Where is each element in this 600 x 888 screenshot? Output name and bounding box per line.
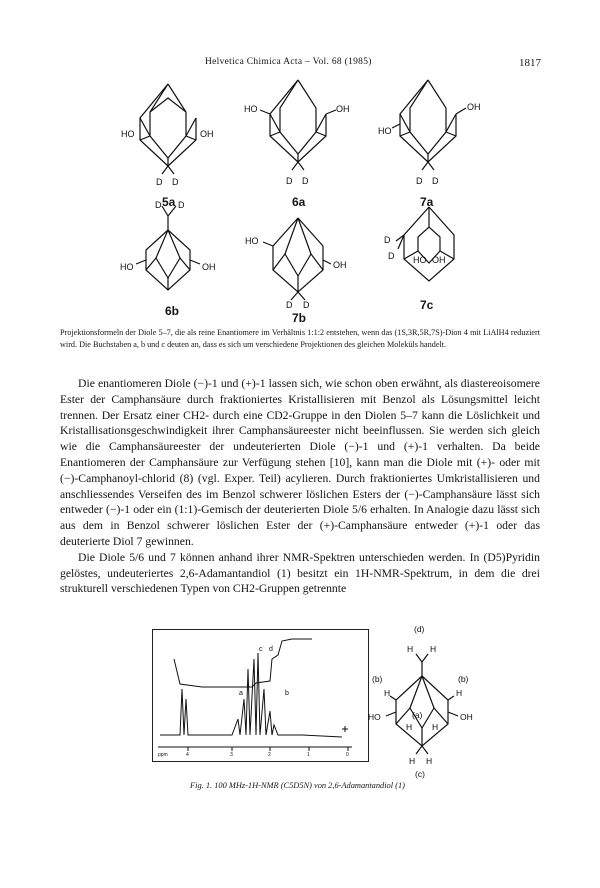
structure-7b (243, 216, 353, 308)
deuterium-2: D (388, 251, 395, 261)
deuterium-1: D (155, 200, 162, 210)
h-top-right: H (430, 644, 437, 654)
figure-caption-structures: Projektionsformeln der Diole 5–7, die als reine Enantiomere im Verhältnis 1:1:2 entstehen, wenn das (1S,3R,5R,7S)-Dion 4 mit LiAlH4 reduziert wird. Die Buchstaben a, b und c deuten an, dass es sich um verschiedene Projektionen des gleichen Moleküls handelt. (60, 328, 540, 349)
deuterium-2: D (303, 300, 310, 310)
deuterium-1: D (286, 300, 293, 310)
deuterium-1: D (384, 235, 391, 245)
deuterium-2: D (178, 200, 185, 210)
substituent-right: OH (336, 104, 350, 114)
deuterium-2: D (432, 176, 439, 186)
substituent-left: HO (244, 104, 258, 114)
substituent-right: OH (467, 102, 481, 112)
spectrum-trace (160, 653, 342, 737)
substituent-left: HO (121, 129, 135, 139)
h-left: H (384, 688, 391, 698)
h-bottom-right: H (426, 756, 433, 766)
integral-trace (174, 639, 312, 687)
structure-7a (378, 78, 481, 188)
tick-1: 1 (307, 752, 310, 758)
figure-1-caption: Fig. 1. 100 MHz-1H-NMR (C5D5N) von 2,6-Adamantandiol (1) (190, 781, 405, 790)
hydroxyl-1: HO (413, 255, 427, 265)
nmr-spectrum (152, 629, 367, 774)
h-inner-right: H (432, 722, 439, 732)
label-b-right: (b) (458, 674, 469, 684)
deuterium-2: D (172, 177, 179, 187)
hydroxyl-2: OH (432, 255, 446, 265)
label-5a: 5a (162, 195, 176, 209)
journal-title: Helvetica Chimica Acta – Vol. 68 (1985) (205, 57, 372, 67)
structure-6b (118, 200, 228, 300)
h-right: H (456, 688, 463, 698)
deuterium-1: D (416, 176, 423, 186)
paragraph-2: Die Diole 5/6 und 7 können anhand ihrer NMR-Spektren unterschieden werden. In (D5)Pyridin gelöstes, undeuteriertes 2,6-Adamantandiol (1) besitzt ein 1H-NMR-Spektrum, in dem die drei strukturell verschiedenen Typen von CH2-Gruppen getrennte (60, 550, 540, 596)
label-7b: 7b (292, 311, 307, 325)
structure-7c (374, 205, 484, 295)
label-7c: 7c (420, 298, 434, 312)
structure-6a (244, 78, 350, 188)
label-6b: 6b (165, 304, 180, 318)
deuterium-1: D (286, 176, 293, 186)
label-7a: 7a (420, 195, 434, 209)
tick-4: 4 (186, 752, 189, 758)
substituent-left: HO (120, 262, 134, 272)
deuterium-2: D (302, 176, 309, 186)
label-d: (d) (414, 624, 425, 634)
h-inner-left: H (406, 722, 413, 732)
axis-unit: ppm (158, 752, 168, 758)
tick-0: 0 (346, 752, 349, 758)
substituent-right: OH (333, 260, 347, 270)
structure-5a (118, 82, 218, 192)
substituent-left: HO (378, 126, 392, 136)
deuterium-1: D (156, 177, 163, 187)
running-header (0, 57, 600, 71)
hydroxyl-left: HO (368, 712, 381, 722)
tick-3: 3 (230, 752, 233, 758)
page-number: 1817 (519, 57, 541, 69)
body-text (60, 376, 540, 597)
structure-adamantanediol (362, 620, 492, 780)
label-6a: 6a (292, 195, 306, 209)
hydroxyl-right: OH (460, 712, 473, 722)
h-top-left: H (407, 644, 414, 654)
h-bottom-left: H (409, 756, 416, 766)
peak-label-b: b (285, 690, 289, 697)
tick-2: 2 (268, 752, 271, 758)
paragraph-1: Die enantiomeren Diole (−)-1 und (+)-1 lassen sich, wie schon oben erwähnt, als diastereoisomere Ester der Camphansäure durch fraktioniertes Kristallisieren mit Benzol als Lösungsmittel leicht trennen. Der Ersatz einer CH2- durch eine CD2-Gruppe in den Diolen 5–7 kann die Löslichkeit und Kristallisationsgeschwindigkeit ihrer Camphansäureester nicht beeinflussen. Sie werden sich gleich wie die Camphansäureester der undeuterierten Diole (−)-1 und (+)-1 verhalten. Da beide Enantiomeren der Camphansäure zur Verfügung stehen [10], kann man die Diole mit (+)- oder mit (−)-Camphanoyl-chlorid (8) (vgl. Exper. Teil) acylieren. Durch fraktioniertes Umkristallisieren und anschliessendes Verseifen des im Benzol schwerer löslichen Esters der (−)-Camphansäure lässt sich entweder (−)-1 oder ein (1:1)-Gemisch der deuterierten Diole 5/6 erhalten. In Analogie dazu lässt sich aus dem in Benzol schwerer löslichen Ester der (+)-Camphansäure entweder (+)-1 oder das deuterierte Diol 7 gewinnen. (60, 377, 540, 548)
label-c: (c) (415, 769, 425, 779)
peak-label-c: c (259, 646, 263, 653)
peak-label-a: a (239, 690, 243, 697)
label-a: (a) (412, 710, 423, 720)
label-b-left: (b) (372, 674, 383, 684)
peak-label-d: d (269, 646, 273, 653)
substituent-right: OH (200, 129, 214, 139)
substituent-right: OH (202, 262, 216, 272)
substituent-left: HO (245, 236, 259, 246)
